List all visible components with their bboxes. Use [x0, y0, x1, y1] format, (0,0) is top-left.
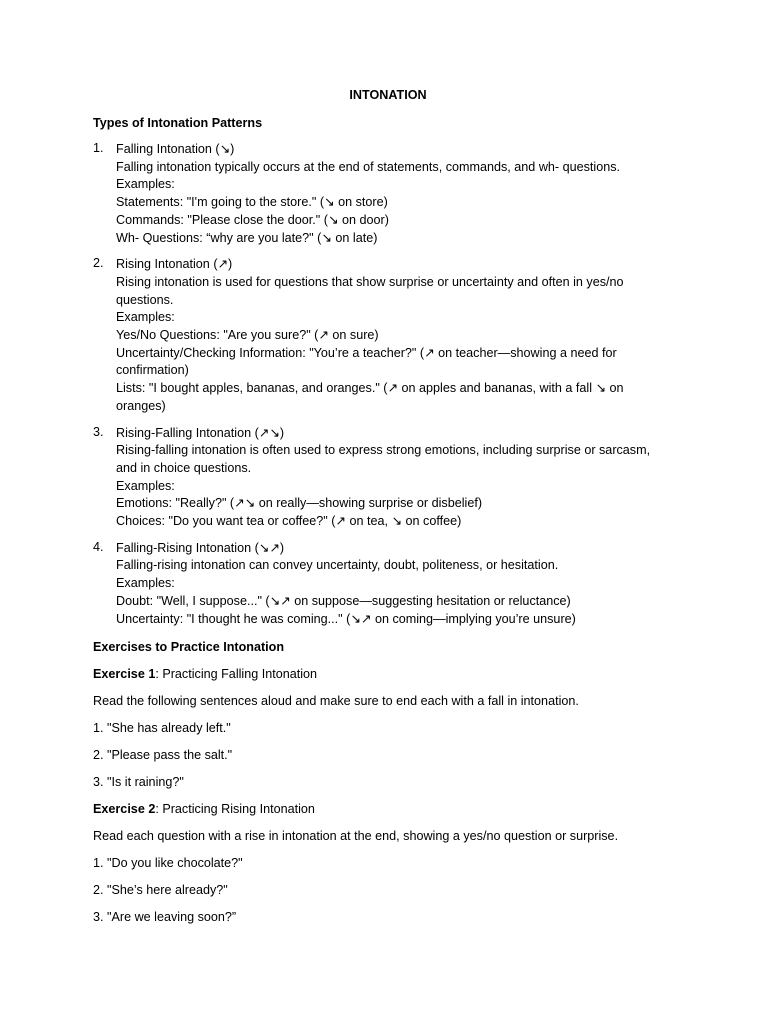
list-item	[93, 425, 683, 531]
item-line: Rising Intonation (↗)	[116, 257, 233, 272]
document-title: INTONATION	[349, 88, 427, 102]
item-number: 3.	[93, 424, 104, 439]
item-line: Examples:	[116, 576, 175, 591]
item-line: Rising-Falling Intonation (↗↘)	[116, 425, 285, 440]
intonation-types-list	[93, 141, 683, 628]
types-heading: Types of Intonation Patterns	[93, 116, 263, 130]
list-item	[93, 540, 683, 629]
item-line: Emotions: "Really?" (↗↘ on really—showing surprise or disbelief)	[116, 496, 483, 511]
item-line: oranges)	[116, 398, 166, 413]
exercise-title-text: : Practicing Falling Intonation	[155, 667, 318, 682]
document-page	[93, 86, 683, 926]
exercise-sentence: 2. "Please pass the salt."	[93, 748, 233, 763]
exercises-heading: Exercises to Practice Intonation	[93, 640, 285, 655]
exercise-label: Exercise 1	[93, 667, 156, 682]
item-line: Rising-falling intonation is often used to express strong emotions, including surprise or sarcasm,	[116, 443, 651, 458]
exercise-sentence: 1. "Do you like chocolate?"	[93, 856, 243, 871]
item-line: Uncertainty/Checking Information: "You’re a teacher?" (↗ on teacher—showing a need for	[116, 345, 617, 360]
item-number: 2.	[93, 256, 104, 271]
exercise-sentence: 3. "Is it raining?"	[93, 775, 184, 790]
exercise-sentence: 1. "She has already left."	[93, 721, 231, 736]
item-line: Rising intonation is used for questions that show surprise or uncertainty and often in yes/no	[116, 274, 624, 289]
exercise-sentence: 3. "Are we leaving soon?”	[93, 910, 237, 925]
item-line: Uncertainty: "I thought he was coming..." (↘↗ on coming—implying you’re unsure)	[116, 611, 576, 626]
item-line: Doubt: "Well, I suppose..." (↘↗ on suppose—suggesting hesitation or reluctance)	[116, 593, 571, 608]
item-line: Examples:	[116, 177, 175, 192]
exercise-1-title	[93, 665, 683, 683]
item-line: Wh- Questions: “why are you late?" (↘ on late)	[116, 230, 378, 245]
item-line: Examples:	[116, 310, 175, 325]
item-line: Examples:	[116, 478, 175, 493]
list-item	[93, 256, 683, 415]
exercise-title-text: : Practicing Rising Intonation	[155, 802, 315, 817]
exercise-label: Exercise 2	[93, 802, 156, 817]
exercise-sentence: 2. "She’s here already?"	[93, 883, 228, 898]
item-line: Falling-rising intonation can convey uncertainty, doubt, politeness, or hesitation.	[116, 558, 559, 573]
item-line: Choices: "Do you want tea or coffee?" (↗ on tea, ↘ on coffee)	[116, 514, 462, 529]
exercise-instruction: Read each question with a rise in intonation at the end, showing a yes/no question or surprise.	[93, 829, 619, 844]
item-number: 4.	[93, 539, 104, 554]
item-line: and in choice questions.	[116, 460, 252, 475]
item-line: Falling Intonation (↘)	[116, 142, 235, 156]
item-number: 1.	[93, 141, 104, 155]
list-item	[93, 141, 683, 247]
item-line: questions.	[116, 292, 174, 307]
exercise-instruction: Read the following sentences aloud and make sure to end each with a fall in intonation.	[93, 694, 579, 709]
item-line: Falling-Rising Intonation (↘↗)	[116, 540, 285, 555]
item-line: Statements: "I'm going to the store." (↘ on store)	[116, 195, 388, 210]
item-line: Yes/No Questions: "Are you sure?" (↗ on sure)	[116, 328, 379, 343]
exercise-2-title	[93, 800, 683, 818]
item-line: confirmation)	[116, 363, 189, 378]
item-line: Commands: "Please close the door." (↘ on door)	[116, 212, 389, 227]
item-line: Falling intonation typically occurs at the end of statements, commands, and wh- questions.	[116, 159, 621, 174]
item-line: Lists: "I bought apples, bananas, and oranges." (↗ on apples and bananas, with a fall ↘ on	[116, 381, 624, 396]
